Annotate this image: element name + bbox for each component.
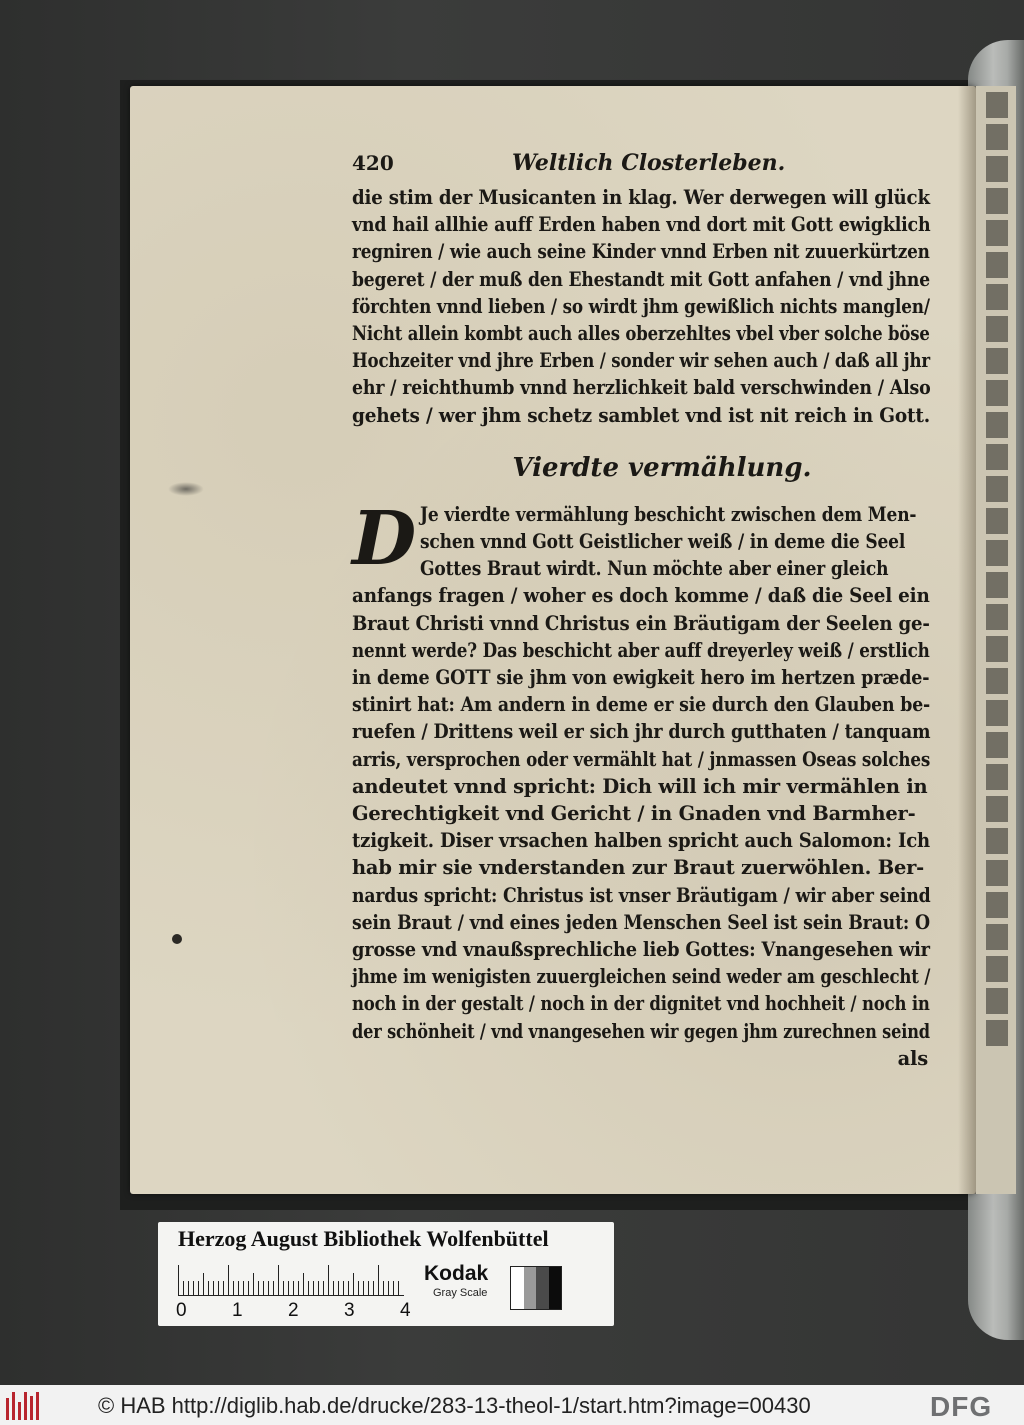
- text-line: Hochzeiter vnd jhre Erben / sonder wir sehen auch / daß all jhr: [352, 349, 930, 373]
- running-head: [352, 150, 932, 184]
- initial-lines: [420, 501, 987, 583]
- ruler-number: 0: [176, 1300, 187, 1321]
- text-line: förchten vnnd lieben / so wirdt jhm gewißlich nichts manglen/: [352, 294, 930, 318]
- gray-scale-chip: [510, 1266, 562, 1310]
- page-number: 420: [352, 151, 394, 175]
- text-line: Gerechtigkeit vnd Gericht / in Gnaden vnd Barmher-: [352, 802, 916, 826]
- text-line: gehets / wer jhm schetz samblet vnd ist nit reich in Gott.: [352, 403, 930, 427]
- text-line: hab mir sie vnderstanden zur Braut zuerwöhlen. Ber-: [352, 856, 925, 880]
- decorated-initial: D: [352, 495, 417, 582]
- footer-credit-link[interactable]: © HAB http://diglib.hab.de/drucke/283-13-theol-1/start.htm?image=00430: [98, 1393, 811, 1418]
- text-line: sein Braut / vnd eines jeden Menschen Seel ist sein Braut: O: [352, 910, 930, 934]
- ruler-numbers: [172, 1300, 412, 1324]
- text-line: Gottes Braut wirdt. Nun möchte aber einer gleich: [420, 557, 889, 581]
- page-gutter: [958, 86, 976, 1194]
- ruler-number: 1: [232, 1300, 243, 1321]
- text-line: jhme im wenigisten zuuergleichen seind weder am geschlecht /: [352, 965, 931, 989]
- text-line: arris, versprochen oder vermählt hat / jnmassen Oseas solches: [352, 747, 931, 771]
- initial-paragraph: [352, 495, 932, 583]
- ruler-number: 3: [344, 1300, 355, 1321]
- text-line: regniren / wie auch seine Kinder vnnd Erben nit zuuerkürtzen: [352, 240, 930, 264]
- text-line: anfangs fragen / woher es doch komme / daß die Seel ein: [352, 584, 930, 608]
- text-line: schen vnnd Gott Geistlicher weiß / in deme die Seel: [420, 530, 906, 554]
- text-line: Braut Christi vnnd Christus ein Bräutigam der Seelen ge-: [352, 611, 930, 635]
- gray-scale-caption: Gray Scale: [433, 1287, 488, 1299]
- ink-dot: [172, 934, 182, 944]
- text-line: noch in der gestalt / noch in der dignitet vnd hochheit / noch in: [352, 992, 930, 1016]
- text-line: nennt werde? Das beschicht aber auff dreyerley weiß / erstlich: [352, 638, 930, 662]
- section-title: Vierdte vermählung.: [512, 452, 812, 483]
- text-line: tzigkeit. Diser vrsachen halben spricht auch Salomon: Ich: [352, 829, 930, 853]
- paragraph-body: [352, 582, 932, 1044]
- text-line: ruefen / Drittens weil er sich jhr durch gutthaten / tanquam: [352, 720, 931, 744]
- text-line: grosse vnd vnaußsprechliche lieb Gottes: Vnangesehen wir: [352, 938, 930, 962]
- text-line: in deme GOTT sie jhm von ewigkeit hero im hertzen præde-: [352, 666, 930, 690]
- text-line: nardus spricht: Christus ist vnser Bräutigam / wir aber seind: [352, 883, 931, 907]
- page-text: [352, 150, 932, 1072]
- hab-logo-icon: [6, 1390, 46, 1420]
- text-line: andeutet vnnd spricht: Dich will ich mir vermählen in: [352, 774, 928, 798]
- text-line: der schönheit / vnd vnangesehen wir gegen jhm zurechnen seind: [352, 1019, 930, 1043]
- ruler-number: 2: [288, 1300, 299, 1321]
- ink-smudge: [168, 482, 204, 496]
- catchword: als: [897, 1046, 928, 1070]
- text-line: stinirt hat: Am andern in deme er sie durch den Glauben be-: [352, 693, 931, 717]
- text-line: ehr / reichthumb vnnd herzlichkeit bald verschwinden / Also: [352, 376, 931, 400]
- library-name: Herzog August Bibliothek Wolfenbüttel: [178, 1226, 549, 1251]
- measurement-ruler: [178, 1262, 404, 1296]
- text-line: begeret / der muß den Ehestandt mit Gott anfahen / vnd jhne: [352, 267, 930, 291]
- kodak-brand: Kodak: [424, 1262, 489, 1285]
- next-page-edge: [976, 86, 1016, 1194]
- dfg-logo: DFG: [930, 1391, 993, 1422]
- paragraph-top: [352, 184, 932, 429]
- text-line: vnd hail allhie auff Erden haben vnd dort mit Gott ewigklich: [352, 213, 931, 237]
- text-line: die stim der Musicanten in klag. Wer derwegen will glück: [352, 186, 930, 209]
- text-line: Nicht allein kombt auch alles oberzehltes vbel vber solche böse: [352, 322, 930, 346]
- running-head-title: Weltlich Closterleben.: [512, 150, 786, 176]
- text-line: Je vierdte vermählung beschicht zwischen dem Men-: [420, 502, 917, 526]
- ruler-number: 4: [400, 1300, 411, 1321]
